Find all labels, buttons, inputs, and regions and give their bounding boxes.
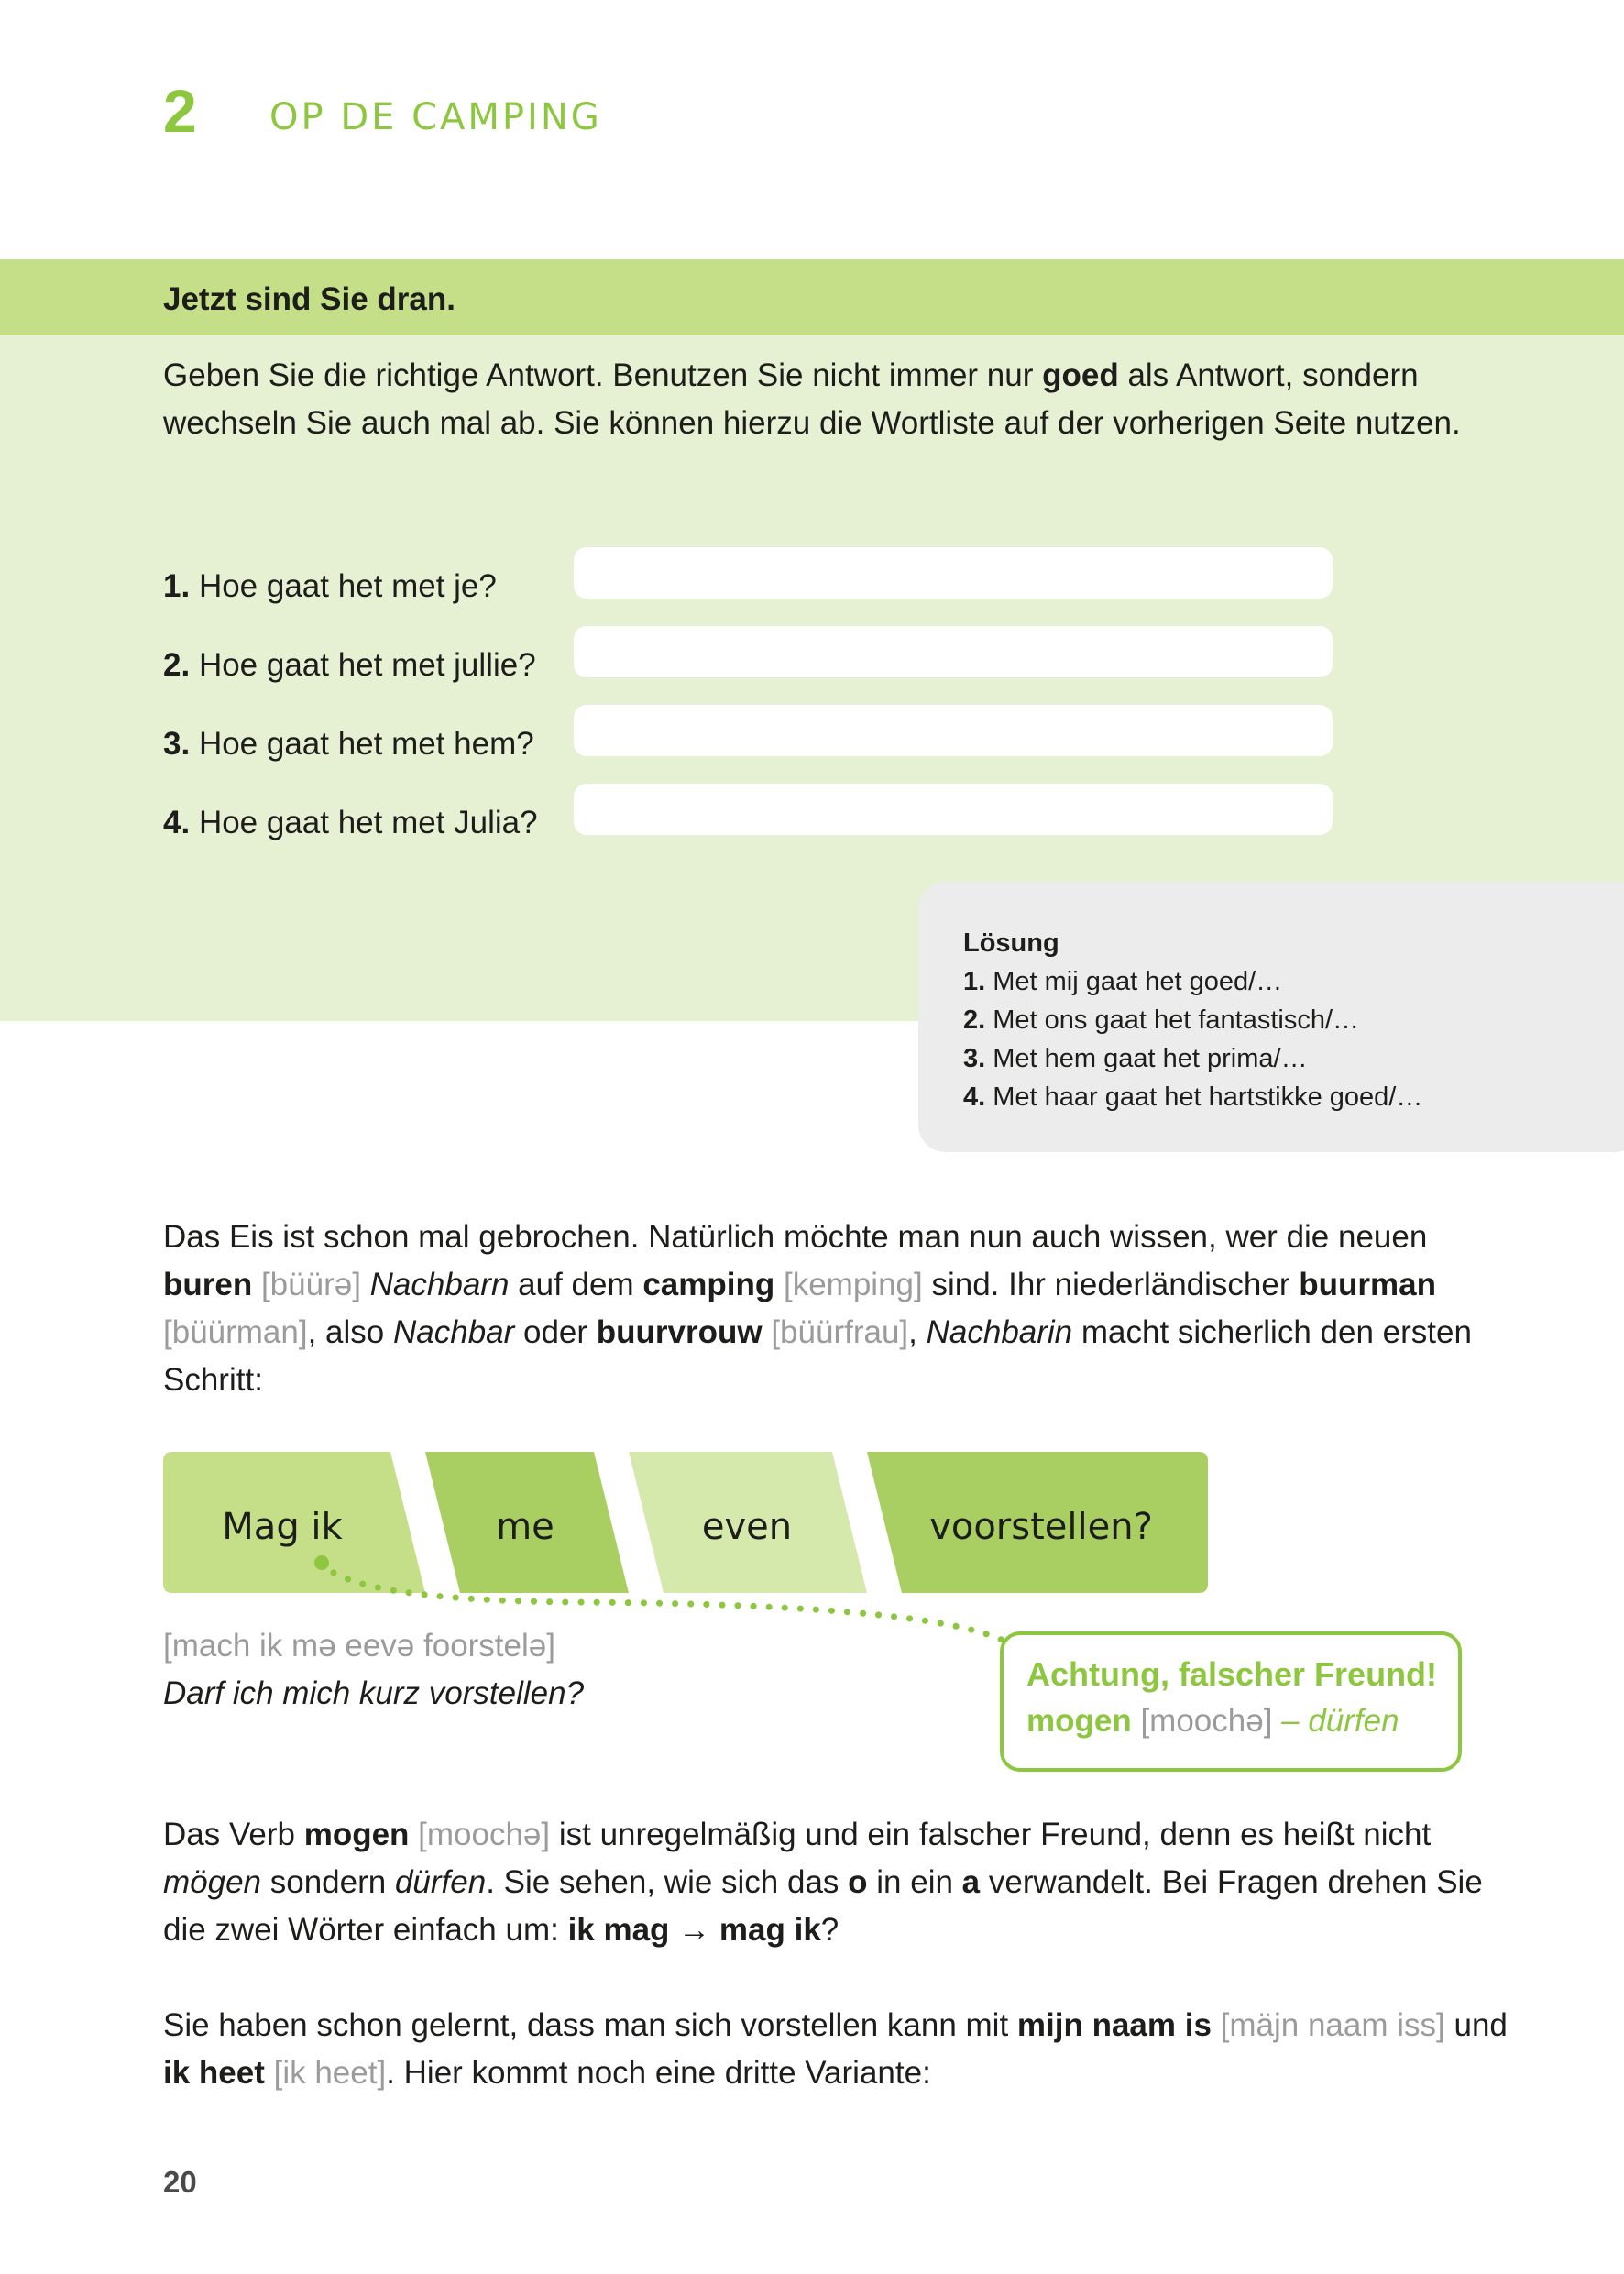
question-1 [163, 567, 497, 606]
body-text: ist unregelmäßig und ein falscher Freund, denn es heißt nicht [550, 1817, 1432, 1852]
body-text: macht sicherlich den ersten Schritt: [163, 1314, 1472, 1398]
solution-item [963, 1078, 1422, 1116]
solution-number: 2. [963, 1005, 986, 1035]
body-text: ? [820, 1912, 839, 1948]
german-word: dürfen [394, 1864, 487, 1900]
solution-title: Lösung [963, 928, 1059, 958]
question-2 [163, 646, 536, 685]
dutch-phrase: ik heet [163, 2055, 265, 2091]
answer-input-2[interactable] [574, 626, 1333, 677]
question-number: 3. [163, 726, 191, 762]
page-number: 20 [163, 2165, 197, 2199]
exercise-heading: Jetzt sind Sie dran. [163, 281, 455, 317]
false-friend-definition [1026, 1702, 1399, 1741]
solution-item [963, 1039, 1422, 1078]
solution-text: Met ons gaat het fantastisch/… [993, 1005, 1360, 1035]
question-number: 2. [163, 647, 191, 683]
body-text: verwandelt. Bei Fragen drehen Sie die zwei Wörter einfach um: [163, 1864, 1483, 1948]
pronunciation: [büürfrau] [762, 1314, 909, 1350]
sentence-pronunciation: [mach ik mə eevə foorstelə] [163, 1628, 555, 1664]
instruction-text: als Antwort, sondern wechseln Sie auch mal ab. Sie können hierzu die Wortliste auf der vorherigen Seite nutzen. [163, 357, 1461, 441]
question-text: Hoe gaat het met Julia? [198, 805, 538, 840]
pronunciation: [moochə] [409, 1817, 551, 1852]
pronunciation: [büürə] [252, 1267, 370, 1302]
body-text: . Hier kommt noch eine dritte Variante: [386, 2055, 931, 2091]
dutch-word: buurman [1299, 1267, 1436, 1302]
dutch-word: ik mag [567, 1912, 670, 1948]
paragraph-introductions [163, 2002, 1520, 2097]
german-translation: Nachbar [392, 1314, 515, 1350]
body-text: Das Eis ist schon mal gebrochen. Natürlich möchte man nun auch wissen, wer die neuen [163, 1219, 1428, 1255]
answer-input-3[interactable] [574, 705, 1333, 756]
false-friend-translation: – dürfen [1272, 1703, 1399, 1739]
pronunciation: [büürman] [163, 1314, 308, 1350]
false-friend-word: mogen [1026, 1703, 1132, 1739]
body-text: sind. Ihr niederländischer [922, 1267, 1300, 1302]
solution-item [963, 1001, 1422, 1039]
dutch-word: buren [163, 1267, 253, 1302]
answer-input-4[interactable] [574, 784, 1333, 835]
body-text: sondern [261, 1864, 395, 1900]
solution-item [963, 962, 1422, 1001]
word-block-label: voorstellen? [929, 1506, 1153, 1548]
paragraph-verb-mogen [163, 1811, 1520, 1954]
word-block-label: Mag ik [222, 1506, 343, 1548]
question-text: Hoe gaat het met je? [198, 568, 497, 604]
solution-number: 4. [963, 1082, 986, 1112]
answer-input-1[interactable] [574, 547, 1333, 599]
body-text: , also [307, 1314, 393, 1350]
sentence-translation: Darf ich mich kurz vorstellen? [163, 1675, 585, 1711]
dutch-word: mogen [303, 1817, 410, 1852]
letter-highlight: a [961, 1864, 981, 1900]
solution-text: Met haar gaat het hartstikke goed/… [993, 1082, 1423, 1112]
body-text: in ein [867, 1864, 962, 1900]
pronunciation: [moochə] [1131, 1703, 1273, 1739]
question-4 [163, 804, 538, 842]
german-translation: Nachbarin [926, 1314, 1073, 1350]
solution-text: Met mij gaat het goed/… [993, 967, 1283, 996]
question-number: 1. [163, 568, 191, 604]
german-word: mögen [163, 1864, 262, 1900]
solution-number: 3. [963, 1044, 986, 1073]
paragraph-neighbors [163, 1214, 1510, 1404]
false-friend-title: Achtung, falscher Freund! [1026, 1655, 1438, 1693]
arrow-icon: → [669, 1912, 719, 1948]
exercise-instructions [163, 352, 1501, 447]
body-text: , [908, 1314, 927, 1350]
solution-number: 1. [963, 967, 986, 996]
instruction-text: Geben Sie die richtige Antwort. Benutzen Sie nicht immer nur [163, 357, 1043, 393]
question-3 [163, 725, 534, 763]
body-text: . Sie sehen, wie sich das [486, 1864, 849, 1900]
dutch-word: camping [642, 1267, 775, 1302]
solution-content [963, 924, 1422, 1116]
german-translation: Nachbarn [369, 1267, 510, 1302]
dutch-word: buurvrouw [596, 1314, 763, 1350]
word-block-label: me [496, 1506, 554, 1548]
solution-text: Met hem gaat het prima/… [993, 1044, 1308, 1073]
letter-highlight: o [848, 1864, 868, 1900]
pronunciation: [mäjn naam iss] [1211, 2007, 1445, 2043]
body-text: oder [514, 1314, 597, 1350]
body-text: auf dem [509, 1267, 643, 1302]
body-text: Sie haben schon gelernt, dass man sich vorstellen kann mit [163, 2007, 1017, 2043]
word-block-label: even [701, 1506, 793, 1548]
pronunciation: [kemping] [774, 1267, 923, 1302]
question-text: Hoe gaat het met jullie? [198, 647, 536, 683]
pronunciation: [ik heet] [264, 2055, 387, 2091]
chapter-title: OP DE CAMPING [269, 96, 602, 138]
instruction-keyword: goed [1042, 357, 1119, 393]
body-text: und [1444, 2007, 1508, 2043]
chapter-number: 2 [163, 77, 197, 145]
dutch-phrase: mijn naam is [1016, 2007, 1212, 2043]
sentence-word-blocks [163, 1452, 1208, 1593]
dutch-word: mag ik [719, 1912, 821, 1948]
body-text: Das Verb [163, 1817, 304, 1852]
question-number: 4. [163, 805, 191, 840]
question-text: Hoe gaat het met hem? [198, 726, 534, 762]
